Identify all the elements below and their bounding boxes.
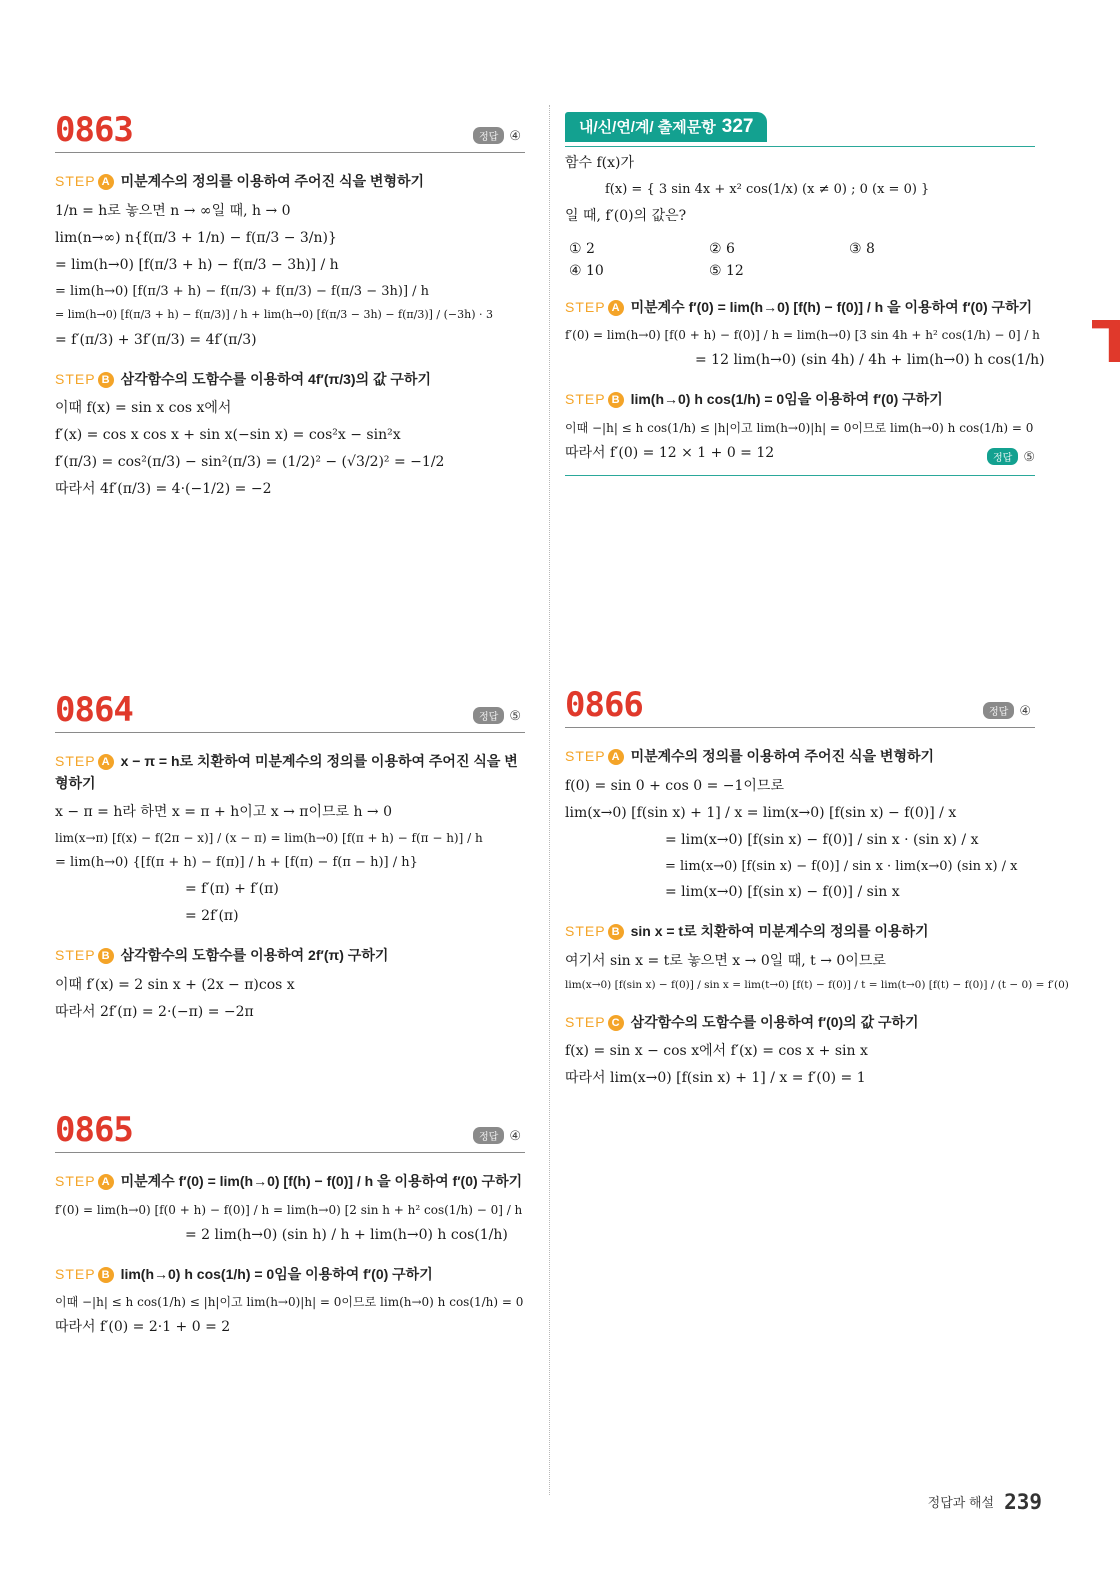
column-divider [549, 105, 550, 1495]
step-b-heading [55, 1264, 525, 1286]
page-number: 239 [1004, 1490, 1042, 1514]
step-label: STEP [55, 1173, 96, 1189]
step-a-marker: A [608, 749, 624, 765]
solution-line: 이때 f′(x) = 2 sin x + (2x − π)cos x [55, 976, 295, 993]
solution-line: lim(x→0) [f(sin x) + 1] / x = lim(x→0) [f(sin x) − f(0)] / x [565, 804, 957, 821]
answer-badge: 정답 [473, 127, 504, 144]
answer-tag [473, 1127, 521, 1144]
step-a-title: x − π = h로 치환하여 미분계수의 정의를 이용하여 주어진 식을 변형하기 [55, 753, 518, 791]
solution-line: 여기서 sin x = t로 놓으면 x → 0일 때, t → 0이므로 [565, 952, 886, 969]
answer-badge: 정답 [473, 707, 504, 724]
step-label: STEP [565, 391, 606, 408]
problem-0866 [565, 675, 1069, 1095]
step-label: STEP [55, 753, 96, 769]
solution-line: f(x) = sin x − cos x에서 f′(x) = cos x + sin x [565, 1043, 868, 1060]
solution-line: = 2 lim(h→0) (sin h) / h + lim(h→0) h cos(1/h) [185, 1226, 508, 1243]
step-c-title: 삼각함수의 도함수를 이용하여 f′(0)의 값 구하기 [630, 1013, 919, 1030]
footer-label: 정답과 해설 [927, 1495, 995, 1510]
problem-0863 [55, 100, 525, 506]
solution-line: 이때 −|h| ≤ h cos(1/h) ≤ |h|이고 lim(h→0)|h| = 0이므로 lim(h→0) h cos(1/h) = 0 [55, 1295, 524, 1310]
solution-line: lim(n→∞) n{f(π/3 + 1/n) − f(π/3 − 3/n)} [55, 229, 337, 246]
solution-line: = f′(π) + f′(π) [185, 880, 279, 897]
step-a-heading [55, 171, 525, 193]
answer-tag [983, 702, 1031, 719]
step-b-title: sin x = t로 치환하여 미분계수의 정의를 이용하기 [630, 923, 929, 940]
chapter-edge-tab [1092, 320, 1120, 362]
step-label: STEP [55, 1265, 96, 1282]
solution-line: 이때 f(x) = sin x cos x에서 [55, 400, 232, 417]
solution-line: 따라서 2f′(π) = 2·(−π) = −2π [55, 1003, 254, 1020]
question-line: 함수 f(x)가 [565, 155, 635, 171]
step-b-title: 삼각함수의 도함수를 이용하여 4f′(π/3)의 값 구하기 [120, 370, 431, 387]
step-label: STEP [55, 173, 96, 189]
step-a-heading [55, 751, 525, 794]
section-end-rule [565, 475, 1035, 476]
solution-line: = f′(π/3) + 3f′(π/3) = 4f′(π/3) [55, 331, 257, 348]
question-line: 일 때, f′(0)의 값은? [565, 207, 687, 224]
solution-line: = lim(x→0) [f(sin x) − f(0)] / sin x · (sin x) / x [665, 831, 979, 848]
linked-banner [565, 112, 767, 142]
answer-badge: 정답 [473, 1127, 504, 1144]
solution-line: lim(x→0) [f(sin x) − f(0)] / sin x = lim(t→0) [f(t) − f(0)] / t = lim(t→0) [f(t) − f(0)] / (t − 0) = f′(0) [565, 978, 1069, 991]
solution-line: 따라서 f′(0) = 2·1 + 0 = 2 [55, 1319, 231, 1336]
step-a-title: 미분계수의 정의를 이용하여 주어진 식을 변형하기 [630, 748, 935, 764]
problem-header [55, 680, 525, 733]
solution-line: f′(0) = lim(h→0) [f(0 + h) − f(0)] / h = lim(h→0) [2 sin h + h² cos(1/h) − 0] / h [55, 1202, 523, 1217]
problem-header [565, 675, 1035, 728]
step-c-heading [565, 1012, 1035, 1034]
solution-line: 1/n = h로 놓으면 n → ∞일 때, h → 0 [55, 202, 291, 219]
problem-header [55, 100, 525, 153]
step-label: STEP [55, 946, 96, 963]
page-footer [928, 1490, 1042, 1514]
solution-line: = 2f′(π) [185, 907, 239, 924]
step-c-marker: C [608, 1015, 624, 1031]
answer-value: ④ [1019, 703, 1031, 718]
step-a-title: 미분계수 f′(0) = lim(h→0) [f(h) − f(0)] / h 을 이용하여 f′(0) 구하기 [120, 1173, 523, 1189]
solution-line: 따라서 4f′(π/3) = 4·(−1/2) = −2 [55, 481, 272, 498]
solution-line: = lim(h→0) {[f(π + h) − f(π)] / h + [f(π) − f(π − h)] / h} [55, 855, 418, 871]
step-label: STEP [55, 370, 96, 387]
choice-5[interactable]: ⑤ 12 [709, 262, 744, 279]
answer-badge: 정답 [983, 702, 1014, 719]
step-label: STEP [565, 298, 606, 315]
solution-line: f′(x) = cos x cos x + sin x(−sin x) = cos²x − sin²x [55, 427, 401, 444]
linked-banner-text: 내/신/연/계/ 출제문항 [579, 119, 716, 136]
linked-banner-number: 327 [721, 116, 754, 137]
solution-line: f(0) = sin 0 + cos 0 = −1이므로 [565, 777, 784, 794]
step-a-marker: A [608, 300, 624, 316]
step-b-heading [55, 945, 525, 967]
solution-line: = lim(x→0) [f(sin x) − f(0)] / sin x [665, 884, 900, 901]
step-b-marker: B [608, 392, 624, 408]
choice-1[interactable]: ① 2 [569, 240, 595, 257]
solution-line: = lim(x→0) [f(sin x) − f(0)] / sin x · lim(x→0) (sin x) / x [665, 858, 1018, 874]
linked-banner-rule [565, 112, 1035, 147]
step-label: STEP [565, 1013, 606, 1030]
step-a-title: 미분계수 f′(0) = lim(h→0) [f(h) − f(0)] / h 을 이용하여 f′(0) 구하기 [630, 298, 1033, 315]
solution-line: = lim(h→0) [f(π/3 + h) − f(π/3)] / h + lim(h→0) [f(π/3 − 3h) − f(π/3)] / (−3h) · 3 [55, 308, 493, 322]
solution-line: f′(π/3) = cos²(π/3) − sin²(π/3) = (1/2)² − (√3/2)² = −1/2 [55, 454, 445, 471]
solution-line: = 12 lim(h→0) (sin 4h) / 4h + lim(h→0) h cos(1/h) [695, 352, 1045, 369]
step-b-heading [565, 389, 1035, 411]
answer-value: ⑤ [1023, 448, 1035, 464]
problem-number: 0864 [55, 690, 133, 730]
answer-choices [569, 241, 1035, 279]
step-b-title: 삼각함수의 도함수를 이용하여 2f′(π) 구하기 [120, 946, 389, 963]
problem-number: 0866 [565, 685, 643, 725]
solution-line: = lim(h→0) [f(π/3 + h) − f(π/3 − 3h)] / h [55, 256, 339, 273]
step-a-marker: A [98, 754, 114, 770]
solution-line: f′(0) = lim(h→0) [f(0 + h) − f(0)] / h = lim(h→0) [3 sin 4h + h² cos(1/h) − 0] / h [565, 328, 1040, 343]
answer-value: ④ [509, 128, 521, 143]
solution-line: 따라서 lim(x→0) [f(sin x) + 1] / x = f′(0) = 1 [565, 1070, 866, 1087]
step-b-marker: B [98, 948, 114, 964]
problem-number: 0865 [55, 1110, 133, 1150]
step-a-title: 미분계수의 정의를 이용하여 주어진 식을 변형하기 [120, 173, 425, 189]
solution-line: x − π = h라 하면 x = π + h이고 x → π이므로 h → 0 [55, 804, 393, 821]
linked-exam-problem [565, 100, 1045, 476]
step-b-title: lim(h→0) h cos(1/h) = 0임을 이용하여 f′(0) 구하기 [630, 391, 943, 408]
step-a-heading [565, 746, 1035, 768]
answer-tag [473, 127, 521, 144]
step-b-marker: B [608, 924, 624, 940]
solution-line: lim(x→π) [f(x) − f(2π − x)] / (x − π) = lim(h→0) [f(π + h) − f(π − h)] / h [55, 831, 483, 846]
solution-line: 따라서 f′(0) = 12 × 1 + 0 = 12 [565, 444, 775, 461]
step-b-heading [55, 369, 525, 391]
answer-value: ⑤ [509, 708, 521, 723]
step-b-heading [565, 921, 1035, 943]
step-a-heading [565, 297, 1035, 319]
problem-header [55, 1100, 525, 1153]
problem-number: 0863 [55, 110, 133, 150]
problem-0864 [55, 680, 525, 1029]
answer-value: ④ [509, 1128, 521, 1143]
choice-4[interactable]: ④ 10 [569, 262, 604, 279]
step-b-marker: B [98, 372, 114, 388]
choice-2[interactable]: ② 6 [709, 240, 735, 257]
step-label: STEP [565, 923, 606, 940]
choice-3[interactable]: ③ 8 [849, 240, 875, 257]
solution-line: 이때 −|h| ≤ h cos(1/h) ≤ |h|이고 lim(h→0)|h| = 0이므로 lim(h→0) h cos(1/h) = 0 [565, 420, 1034, 435]
step-b-marker: B [98, 1267, 114, 1283]
step-a-heading [55, 1171, 525, 1193]
problem-0865 [55, 1100, 525, 1344]
question-formula: f(x) = { 3 sin 4x + x² cos(1/x) (x ≠ 0) ; 0 (x = 0) } [605, 182, 930, 197]
step-b-title: lim(h→0) h cos(1/h) = 0임을 이용하여 f′(0) 구하기 [120, 1265, 433, 1282]
answer-badge: 정답 [987, 448, 1018, 465]
answer-tag [473, 707, 521, 724]
solution-line: = lim(h→0) [f(π/3 + h) − f(π/3) + f(π/3) − f(π/3 − 3h)] / h [55, 283, 430, 299]
step-a-marker: A [98, 174, 114, 190]
step-a-marker: A [98, 1174, 114, 1190]
step-label: STEP [565, 748, 606, 764]
